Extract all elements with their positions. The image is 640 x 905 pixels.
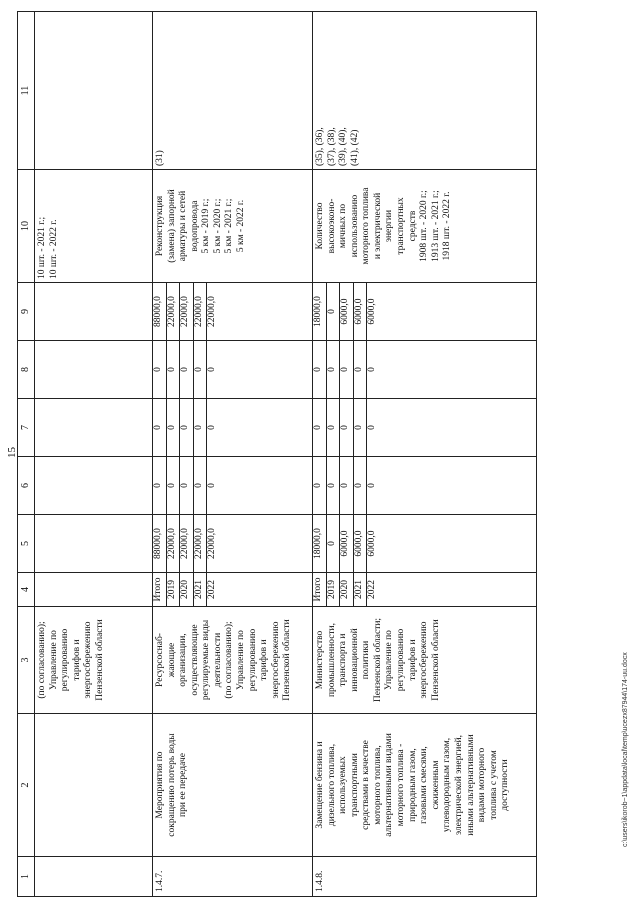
table-row xyxy=(35,12,153,897)
col-header: 9 xyxy=(18,283,35,341)
indicator: 10 шт. - 2021 г.; 10 шт. - 2022 г. xyxy=(35,170,153,283)
table-row xyxy=(313,12,537,897)
years-column: Итого 2019 2020 2021 2022 xyxy=(153,573,313,607)
row-number: 1.4.8. xyxy=(313,857,537,897)
measure-name: Мероприятия по сокращению потерь воды при ее передаче xyxy=(153,714,313,857)
years-column: Итого 2019 2020 2021 2022 xyxy=(313,573,537,607)
executor: Ресурсоснаб- жающие организации, осуществляющие регулируемые виды деятельности (по согласованию); Управление по регулированию тарифов и энергосбережению Пензенской области xyxy=(153,607,313,714)
reference: (31) xyxy=(153,12,313,170)
funding-col8: 0 0 0 0 0 xyxy=(313,341,537,399)
indicator: Количество высокоэконо- мичных по использованию моторного топлива и электрической энергии транспортных средств 1908 шт. - 2020 г.; 1913 шт. - 2021 г.; 1918 шт. - 2022 г. xyxy=(313,170,537,283)
col-header: 1 xyxy=(18,857,35,897)
col-header: 6 xyxy=(18,457,35,515)
funding-col9: 88000,0 22000,0 22000,0 22000,0 22000,0 xyxy=(153,283,313,341)
funding-col9: 18000,0 0 6000,0 6000,0 6000,0 xyxy=(313,283,537,341)
col-header: 3 xyxy=(18,607,35,714)
col-header: 10 xyxy=(18,170,35,283)
row-number xyxy=(35,857,153,897)
col-header: 2 xyxy=(18,714,35,857)
page-number: 15 xyxy=(6,447,18,458)
col-header: 7 xyxy=(18,399,35,457)
measure-name xyxy=(35,714,153,857)
funding-col7: 0 0 0 0 0 xyxy=(153,399,313,457)
funding-col6: 0 0 0 0 0 xyxy=(153,457,313,515)
table-row xyxy=(153,12,313,897)
reference: (35), (36), (37), (38), (39), (40), (41), (42) xyxy=(313,12,537,170)
col-header: 11 xyxy=(18,12,35,170)
funding-col8: 0 0 0 0 0 xyxy=(153,341,313,399)
col-header: 5 xyxy=(18,515,35,573)
col-header: 4 xyxy=(18,573,35,607)
program-table xyxy=(17,11,537,897)
indicator: Реконструкция (замена) запорной арматуры и сетей водопровода 5 км - 2019 г.; 5 км - 2020 г.; 5 км - 2021 г.; 5 км - 2022 г. xyxy=(153,170,313,283)
funding-col7: 0 0 0 0 0 xyxy=(313,399,537,457)
executor: (по согласованию); Управление по регулированию тарифов и энергосбережению Пензенской области xyxy=(35,607,153,714)
executor: Министерство промышленности, транспорта и инновационной политики Пензенской области; Управление по регулированию тарифов и энергосбережению Пензенской области xyxy=(313,607,537,714)
header-row xyxy=(18,12,35,897)
col-header: 8 xyxy=(18,341,35,399)
funding-col5: 18000,0 0 6000,0 6000,0 6000,0 xyxy=(313,515,537,573)
funding-col6: 0 0 0 0 0 xyxy=(313,457,537,515)
measure-name: Замещение бензина и дизельного топлива, используемых транспортными средствами в качестве моторного топлива, альтернативными видами моторного топлива - природным газом, газовыми смесями, сжиженным углеводородным газом, электрической энергией, иными альтернативными видами моторного топлива с учетом доступности xyxy=(313,714,537,857)
row-number: 1.4.7. xyxy=(153,857,313,897)
file-path: c:\users\ikorob~1\appdata\local\temp\ucezx87944\174-uu.docx xyxy=(622,652,629,847)
funding-col5: 88000,0 22000,0 22000,0 22000,0 22000,0 xyxy=(153,515,313,573)
